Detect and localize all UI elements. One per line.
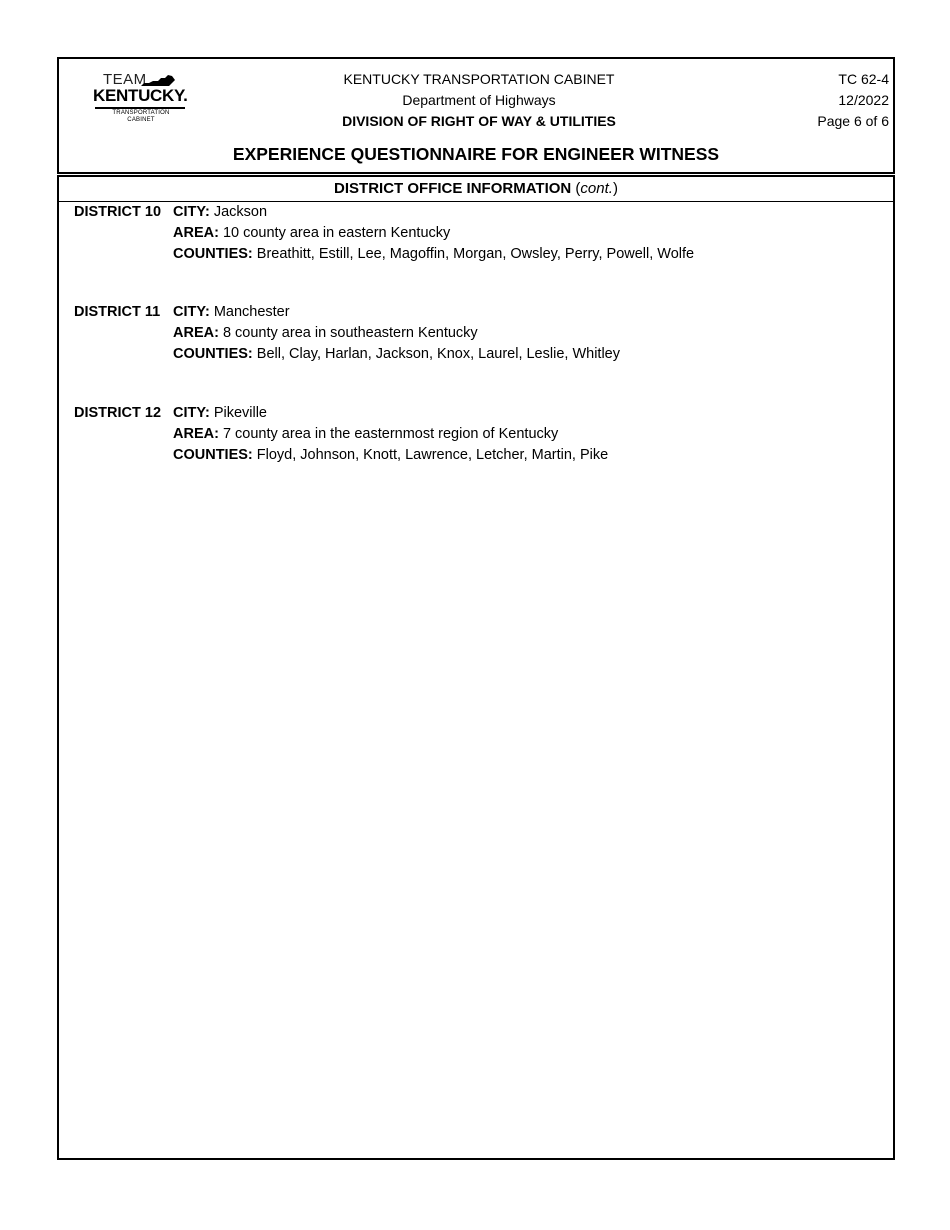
district-counties: Floyd, Johnson, Knott, Lawrence, Letcher, Martin, Pike	[256, 447, 609, 463]
district-info: CITY: Manchester AREA: 8 county area in southeastern Kentucky COUNTIES: Bell, Clay, Harlan, Jackson, Knox, Laurel, Leslie, Whitley	[173, 304, 620, 362]
district-area: 7 county area in the easternmost region of Kentucky	[222, 426, 559, 442]
team-kentucky-logo	[89, 71, 193, 129]
logo-team-text: TEAM	[103, 71, 147, 88]
district-counties: Breathitt, Estill, Lee, Magoffin, Morgan, Owsley, Perry, Powell, Wolfe	[256, 246, 695, 262]
form-info-block	[817, 69, 889, 132]
logo-kentucky-text: KENTUCKY.	[93, 86, 188, 105]
form-body	[57, 175, 895, 1160]
district-area: 10 county area in eastern Kentucky	[222, 225, 451, 241]
district-label: DISTRICT 11	[74, 304, 161, 320]
form-date: 12/2022	[838, 92, 889, 108]
district-info: CITY: Pikeville AREA: 7 county area in the easternmost region of Kentucky COUNTIES: Floyd, Johnson, Knott, Lawrence, Letcher, Martin, Pike	[173, 405, 609, 463]
section-title: DISTRICT OFFICE INFORMATION (cont.)	[59, 177, 893, 202]
district-info: CITY: Jackson AREA: 10 county area in eastern Kentucky COUNTIES: Breathitt, Estill, Lee, Magoffin, Morgan, Owsley, Perry, Powell, Wolfe	[173, 204, 695, 262]
form-number: TC 62-4	[838, 71, 889, 87]
district-label: DISTRICT 12	[74, 405, 162, 421]
district-city: Manchester	[213, 304, 290, 320]
logo-underline	[95, 107, 185, 109]
department-name: Department of Highways	[402, 92, 556, 108]
district-counties: Bell, Clay, Harlan, Jackson, Knox, Laurel, Leslie, Whitley	[256, 346, 620, 362]
district-area: 8 county area in southeastern Kentucky	[222, 325, 478, 341]
logo-subtitle: TRANSPORTATION CABINET	[112, 110, 170, 123]
district-city: Jackson	[213, 204, 268, 220]
form-title: EXPERIENCE QUESTIONNAIRE FOR ENGINEER WITNESS	[232, 144, 720, 164]
district-city: Pikeville	[213, 405, 267, 421]
page-number: Page 6 of 6	[817, 113, 889, 129]
form-header	[57, 57, 895, 174]
agency-block	[289, 69, 669, 132]
agency-name: KENTUCKY TRANSPORTATION CABINET	[343, 71, 615, 87]
division-name: DIVISION OF RIGHT OF WAY & UTILITIES	[342, 113, 616, 129]
district-label: DISTRICT 10	[74, 204, 162, 220]
